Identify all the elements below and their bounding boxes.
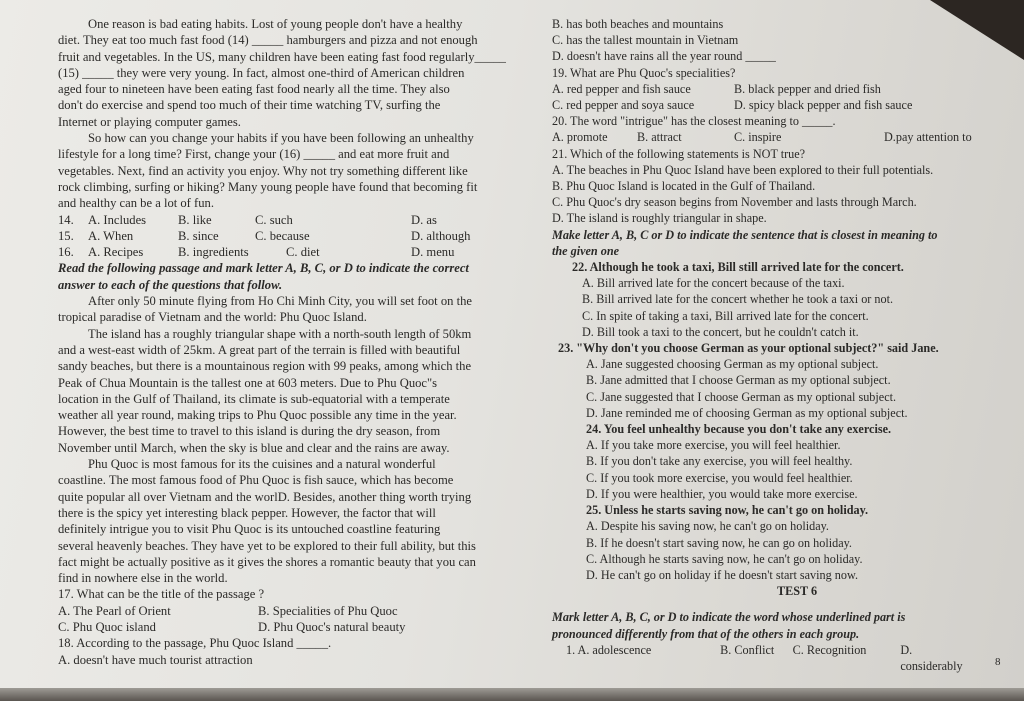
text-line: Read the following passage and mark letter A, B, C, or D to indicate the correct (58, 261, 469, 276)
paragraph-cuisine (58, 456, 520, 586)
question-18-continued (552, 16, 972, 65)
option-a: A. Bill arrived late for the concert because of the taxi. (582, 276, 845, 291)
option-d: D. Bill took a taxi to the concert, but he couldn't catch it. (582, 324, 859, 339)
option-b: B. Phu Quoc Island is located in the Gulf of Thailand. (552, 179, 816, 194)
option-c: C. Phu Quoc island (58, 619, 156, 634)
question-15 (58, 228, 520, 244)
option-c: C. has the tallest mountain in Vietnam (552, 33, 739, 48)
option-c: C. diet (286, 245, 320, 260)
text-line: fact might be actually positive as it gives the shores a romantic beauty that you can (58, 554, 476, 569)
text-line: and a west-east width of 25km. A great part of the terrain is filled with beautiful (58, 342, 461, 357)
text-line: quite popular all over Vietnam and the worlD. Besides, another thing worth trying (58, 489, 472, 504)
option-a: A. The beaches in Phu Quoc Island have been explored to their full potentials. (552, 162, 934, 177)
text-line: find in nowhere else in the world. (58, 571, 228, 586)
text-line: location in the Gulf of Thailand, its climate is sub-equatorial with a temperate (58, 391, 450, 406)
text-line: (15) _____ they were very young. In fact, almost one-third of American children (58, 65, 465, 80)
text-line: several heavenly beaches. They have yet to be explored to their full ability, but this (58, 538, 476, 553)
option-b: B. ingredients (178, 245, 249, 260)
option-d: D. He can't go on holiday if he doesn't start saving now. (586, 567, 859, 582)
option-a: A. Includes (88, 212, 147, 227)
option-d: D. Phu Quoc's natural beauty (258, 619, 406, 634)
text-line: November until March, when the sky is blue and clear and the rains are away. (58, 440, 450, 455)
paragraph-eating-habits (58, 16, 520, 130)
option-c: C. such (255, 212, 293, 227)
question-stem: 24. You feel unhealthy because you don't take any exercise. (586, 422, 892, 437)
question-20 (552, 113, 972, 145)
text-line: pronounced differently from that of the others in each group. (552, 626, 860, 641)
option-c: C. If you took more exercise, you would feel healthier. (586, 470, 853, 485)
option-b: B. Conflict (720, 642, 775, 657)
text-line: Mark letter A, B, C, or D to indicate the word whose underlined part is (552, 610, 906, 625)
option-c: C. because (255, 228, 310, 243)
option-b: B. like (178, 212, 212, 227)
option-a: A. promote (552, 130, 608, 145)
option-d: D. although (411, 228, 471, 243)
text-line: tropical paradise of Vietnam and the world: Phu Quoc Island. (58, 310, 367, 325)
option-c: C. red pepper and soya sauce (552, 98, 695, 113)
option-d: D. menu (411, 245, 455, 260)
option-d: D. considerably (900, 642, 963, 673)
text-line: lifestyle for a long time? First, change your (16) _____ and eat more fruit and (58, 147, 450, 162)
option-a: A. When (88, 228, 134, 243)
test-label: TEST 6 (777, 584, 818, 599)
text-line: Make letter A, B, C or D to indicate the sentence that is closest in meaning to (552, 227, 938, 242)
option-c: C. In spite of taking a taxi, Bill arrived late for the concert. (582, 308, 869, 323)
text-line: coastline. The most famous food of Phu Quoc is fish sauce, which has become (58, 473, 454, 488)
question-stem: 25. Unless he starts saving now, he can't go on holiday. (586, 503, 869, 518)
question-24 (552, 421, 972, 502)
question-22 (552, 259, 972, 340)
text-line: and healthy can be a lot of fun. (58, 196, 214, 211)
option-d: D. doesn't have rains all the year round _____ (552, 49, 776, 64)
question-25 (552, 502, 972, 583)
right-column (552, 16, 972, 674)
option-b: B. since (178, 228, 219, 243)
option-c: C. Phu Quoc's dry season begins from November and lasts through March. (552, 195, 917, 210)
question-stem: 21. Which of the following statements is NOT true? (552, 146, 806, 161)
question-14 (58, 212, 520, 228)
question-stem: 17. What can be the title of the passage ? (58, 587, 265, 602)
option-a: A. doesn't have much tourist attraction (58, 652, 253, 667)
option-b: B. has both beaches and mountains (552, 17, 724, 31)
text-line: fruit and vegetables. In the US, many children have been eating fast food regularly_____ (58, 49, 506, 64)
instruction-sentence-meaning (552, 227, 972, 259)
text-line: the given one (552, 243, 620, 258)
text-line: So how can you change your habits if you have been following an unhealthy (88, 131, 474, 146)
left-column (58, 16, 520, 668)
page-number: 8 (995, 656, 1001, 668)
option-d: D. spicy black pepper and fish sauce (734, 98, 913, 113)
question-16 (58, 244, 520, 260)
text-line: rock climbing, surfing or hiking? Many young people have found that becoming fit (58, 179, 478, 194)
question-number: 16. (58, 245, 74, 260)
option-b: B. If he doesn't start saving now, he can go on holiday. (586, 535, 852, 550)
text-line: vegetables. Next, find an activity you enjoy. Why not try something different like (58, 163, 468, 178)
option-a: 1. A. adolescence (566, 642, 652, 657)
instruction-reading (58, 260, 520, 293)
option-b: B. Jane admitted that I choose German as my optional subject. (586, 373, 891, 388)
option-b: B. Specialities of Phu Quoc (258, 603, 398, 618)
text-line: sandy beaches, but there is a mountainous region with 99 peaks, among which the (58, 359, 472, 374)
text-line: aged four to nineteen have been eating fast food nearly all the time. They also (58, 82, 450, 97)
text-line: answer to each of the questions that follow. (58, 277, 283, 292)
question-stem: 22. Although he took a taxi, Bill still arrived late for the concert. (572, 260, 904, 275)
paragraph-phu-quoc-intro (58, 293, 520, 326)
option-d: D. as (411, 212, 437, 227)
text-line: weather all year round, making trips to Phu Quoc possible any time in the year. (58, 408, 457, 423)
question-stem: 19. What are Phu Quoc's specialities? (552, 65, 736, 80)
option-d: D. The island is roughly triangular in shape. (552, 211, 767, 226)
question-18 (58, 635, 520, 668)
option-c: C. Jane suggested that I choose German as my optional subject. (586, 389, 897, 404)
text-line: Peak of Chua Mountain is the tallest one at 603 meters. Due to Phu Quoc"s (58, 375, 438, 390)
question-stem: 23. "Why don't you choose German as your optional subject?" said Jane. (558, 341, 939, 356)
option-c: C. Although he starts saving now, he can't go on holiday. (586, 551, 863, 566)
option-a: A. Recipes (88, 245, 144, 260)
paragraph-island-shape (58, 326, 520, 456)
question-number: 14. (58, 212, 74, 227)
option-a: A. The Pearl of Orient (58, 603, 171, 618)
option-b: B. attract (637, 130, 682, 145)
option-d: D. If you were healthier, you would take more exercise. (586, 486, 858, 501)
question-19 (552, 65, 972, 114)
text-line: definitely intrigue you to visit Phu Quoc is its untouched coastline featuring (58, 522, 441, 537)
question-number: 15. (58, 228, 74, 243)
option-c: C. Recognition (792, 642, 867, 657)
text-line: After only 50 minute flying from Ho Chi Minh City, you will set foot on the (88, 294, 472, 309)
question-stem: 20. The word "intrigue" has the closest meaning to _____. (552, 114, 836, 129)
page-bottom-shadow (0, 688, 1024, 701)
text-line: there is the spicy yet interesting black pepper. However, the factor that will (58, 505, 436, 520)
option-b: B. If you don't take any exercise, you will feel healthy. (586, 454, 853, 469)
question-17 (58, 586, 520, 635)
paragraph-change-habits (58, 130, 520, 211)
question-1 (552, 642, 972, 674)
option-d: D.pay attention to (884, 130, 972, 145)
text-line: Phu Quoc is most famous for its the cuisines and a natural wonderful (88, 457, 436, 472)
question-stem: 18. According to the passage, Phu Quoc Island _____. (58, 636, 332, 651)
text-line: diet. They eat too much fast food (14) _____ hamburgers and pizza and not enough (58, 33, 478, 48)
option-a: A. Despite his saving now, he can't go on holiday. (586, 519, 829, 534)
question-23 (552, 340, 972, 421)
text-line: Internet or playing computer games. (58, 114, 241, 129)
question-21 (552, 146, 972, 227)
option-b: B. Bill arrived late for the concert whether he took a taxi or not. (582, 292, 894, 307)
option-a: A. Jane suggested choosing German as my optional subject. (586, 357, 879, 372)
text-line: One reason is bad eating habits. Lost of young people don't have a healthy (88, 17, 463, 31)
text-line: The island has a roughly triangular shape with a north-south length of 50km (88, 326, 472, 341)
instruction-pronunciation (552, 609, 972, 641)
text-line: However, the best time to travel to this island is during the dry season, from (58, 424, 441, 439)
option-b: B. black pepper and dried fish (734, 81, 881, 96)
text-line: don't do exercise and spend too much of their time watching TV, surfing the (58, 98, 441, 113)
option-c: C. inspire (734, 130, 782, 145)
option-d: D. Jane reminded me of choosing German as my optional subject. (586, 405, 908, 420)
option-a: A. If you take more exercise, you will feel healthier. (586, 438, 841, 453)
option-a: A. red pepper and fish sauce (552, 81, 691, 96)
